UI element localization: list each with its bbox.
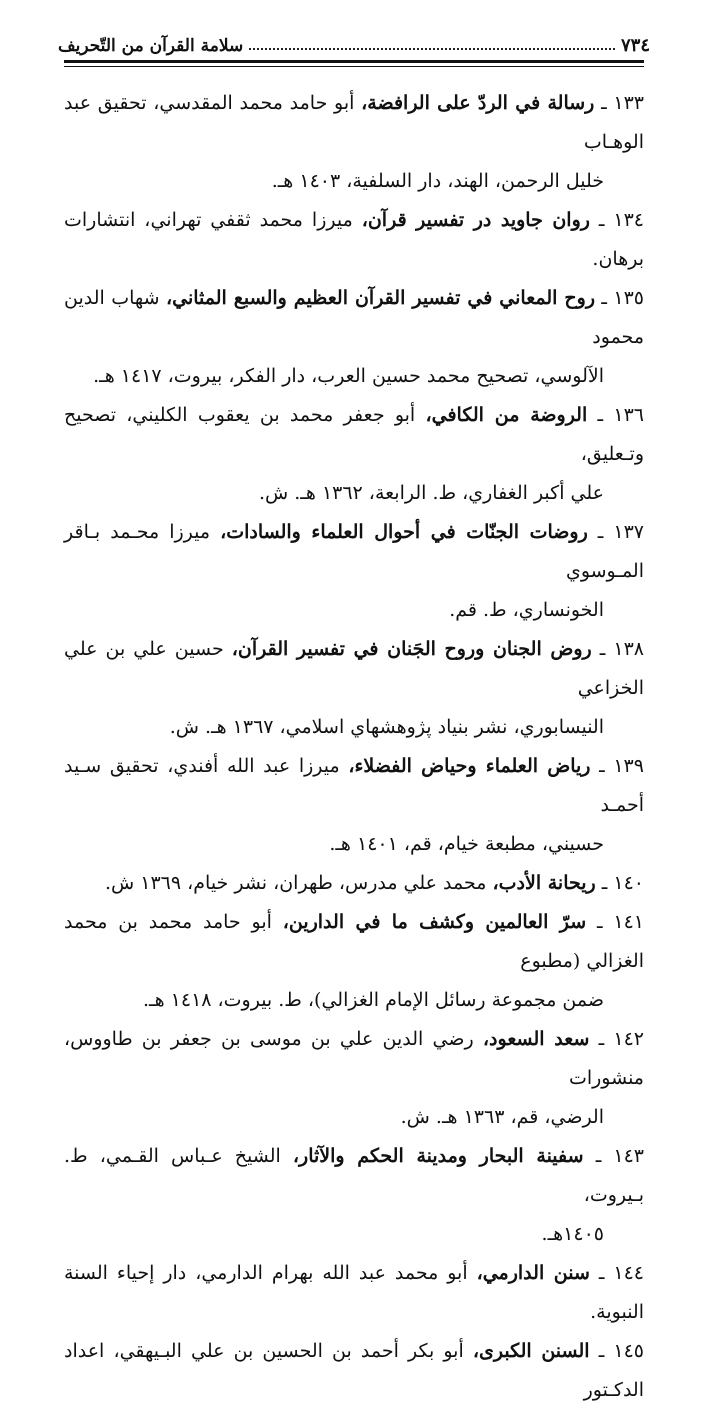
entry-details: أبو بكر أحمد بن الحسين بن علي البـيهقي، اعداد الدكـتور bbox=[64, 1340, 644, 1401]
bibliography-entry bbox=[64, 630, 644, 747]
bibliography-entry bbox=[64, 864, 644, 903]
bibliography-entry bbox=[64, 1137, 644, 1254]
page-number: ٧٣٤ bbox=[620, 35, 650, 56]
entry-title: روضات الجنّات في أحوال العلماء والسادات، bbox=[220, 521, 588, 543]
entry-details: ميرزا محـمد بـاقر المـوسوي bbox=[64, 521, 644, 582]
entry-title: سفينة البحار ومدينة الحكم والآثار، bbox=[292, 1145, 584, 1167]
entry-title: سنن الدارمي، bbox=[476, 1262, 590, 1284]
entry-title: رسالة في الردّ على الرافضة، bbox=[361, 92, 595, 114]
bibliography-entry bbox=[64, 396, 644, 513]
entry-details: ميرزا عبد الله أفندي، تحقيق سـيد أحمـد bbox=[64, 755, 644, 816]
header-rule-thick bbox=[64, 60, 644, 63]
bibliography-entry bbox=[64, 279, 644, 396]
bibliography-entry bbox=[64, 903, 644, 1020]
entry-title: روان جاويد در تفسير قرآن، bbox=[361, 209, 590, 231]
bibliography-entry bbox=[64, 747, 644, 864]
entry-number: ١٣٦ ـ bbox=[597, 404, 644, 426]
entry-details: ميرزا محمد ثقفي تهراني، انتشارات برهان. bbox=[64, 209, 644, 270]
entry-number: ١٤٣ ـ bbox=[595, 1145, 645, 1167]
entry-number: ١٤٢ ـ bbox=[598, 1028, 644, 1050]
entry-continuation: خليل الرحمن، الهند، دار السلفية، ١٤٠٣ هـ. bbox=[271, 170, 604, 192]
running-header bbox=[58, 28, 650, 56]
bibliography-entry bbox=[64, 201, 644, 279]
entry-number: ١٣٥ ـ bbox=[601, 287, 645, 309]
entry-number: ١٤٤ ـ bbox=[598, 1262, 644, 1284]
entry-continuation: الآلوسي، تصحيح محمد حسين العرب، دار الفكر، بيروت، ١٤١٧ هـ. bbox=[93, 365, 604, 387]
entry-number: ١٤١ ـ bbox=[597, 911, 645, 933]
entry-title: روض الجنان وروح الجَنان في تفسير القرآن، bbox=[231, 638, 592, 660]
entry-continuation: النيسابوري، نشر بنياد پژوهشهاي اسلامي، ١٣٦٧ هـ. ش. bbox=[169, 716, 604, 738]
entry-number: ١٣٣ ـ bbox=[601, 92, 644, 114]
entry-continuation: ضمن مجموعة رسائل الإمام الغزالي)، ط. بيروت، ١٤١٨ هـ. bbox=[142, 989, 604, 1011]
bibliography-entry bbox=[64, 84, 644, 201]
entry-details: أبو جعفر محمد بن يعقوب الكليني، تصحيح وتـعليق، bbox=[64, 404, 644, 465]
entry-number: ١٤٥ ـ bbox=[598, 1340, 644, 1362]
entry-details: أبو محمد عبد الله بهرام الدارمي، دار إحياء السنة النبوية. bbox=[64, 1262, 644, 1323]
entry-details: أبو حامد محمد المقدسي، تحقيق عبد الوهـاب bbox=[64, 92, 644, 153]
entry-continuation: الخونساري، ط. قم. bbox=[449, 599, 604, 621]
entry-number: ١٤٠ ـ bbox=[601, 872, 644, 894]
entry-details: حسين علي بن علي الخزاعي bbox=[64, 638, 644, 699]
bibliography-entry bbox=[64, 513, 644, 630]
entry-continuation: الرضي، قم، ١٣٦٣ هـ. ش. bbox=[400, 1106, 604, 1128]
entry-number: ١٣٩ ـ bbox=[599, 755, 644, 777]
leader-dots bbox=[249, 46, 615, 50]
entry-details: شهاب الدين محمود bbox=[64, 287, 644, 348]
entry-number: ١٣٨ ـ bbox=[599, 638, 644, 660]
entry-continuation: ١٤٠٥هـ. bbox=[541, 1223, 604, 1245]
bibliography-entry bbox=[64, 1254, 644, 1332]
entry-title: سرّ العالمين وكشف ما في الدارين، bbox=[282, 911, 587, 933]
entry-title: روح المعاني في تفسير القرآن العظيم والسبع المثاني، bbox=[165, 287, 596, 309]
entry-number: ١٣٧ ـ bbox=[597, 521, 645, 543]
entry-details: محمد علي مدرس، طهران، نشر خيام، ١٣٦٩ ش. bbox=[104, 872, 487, 894]
entry-number: ١٣٤ ـ bbox=[598, 209, 644, 231]
entry-title: ريحانة الأدب، bbox=[492, 872, 596, 894]
entry-continuation: علي أكبر الغفاري، ط. الرابعة، ١٣٦٢ هـ. ش. bbox=[259, 482, 604, 504]
entry-title: السنن الكبرى، bbox=[472, 1340, 590, 1362]
entry-details: الشيخ عـباس القـمي، ط. بـيروت، bbox=[64, 1145, 644, 1206]
running-title: سلامة القرآن من التّحريف bbox=[58, 36, 244, 56]
bibliography-entry bbox=[64, 1020, 644, 1137]
entry-details: رضي الدين علي بن موسى بن جعفر بن طاووس، منشورات bbox=[64, 1028, 644, 1089]
entry-continuation: حسيني، مطبعة خيام، قم، ١٤٠١ هـ. bbox=[329, 833, 604, 855]
bibliography-entry bbox=[64, 1332, 644, 1410]
bibliography-list bbox=[64, 84, 644, 1410]
entry-title: الروضة من الكافي، bbox=[425, 404, 588, 426]
entry-title: سعد السعود، bbox=[482, 1028, 590, 1050]
entry-title: رياض العلماء وحياض الفضلاء، bbox=[348, 755, 591, 777]
entry-details: أبو حامد محمد بن محمد الغزالي (مطبوع bbox=[64, 911, 644, 972]
header-rule-thin bbox=[64, 66, 644, 67]
